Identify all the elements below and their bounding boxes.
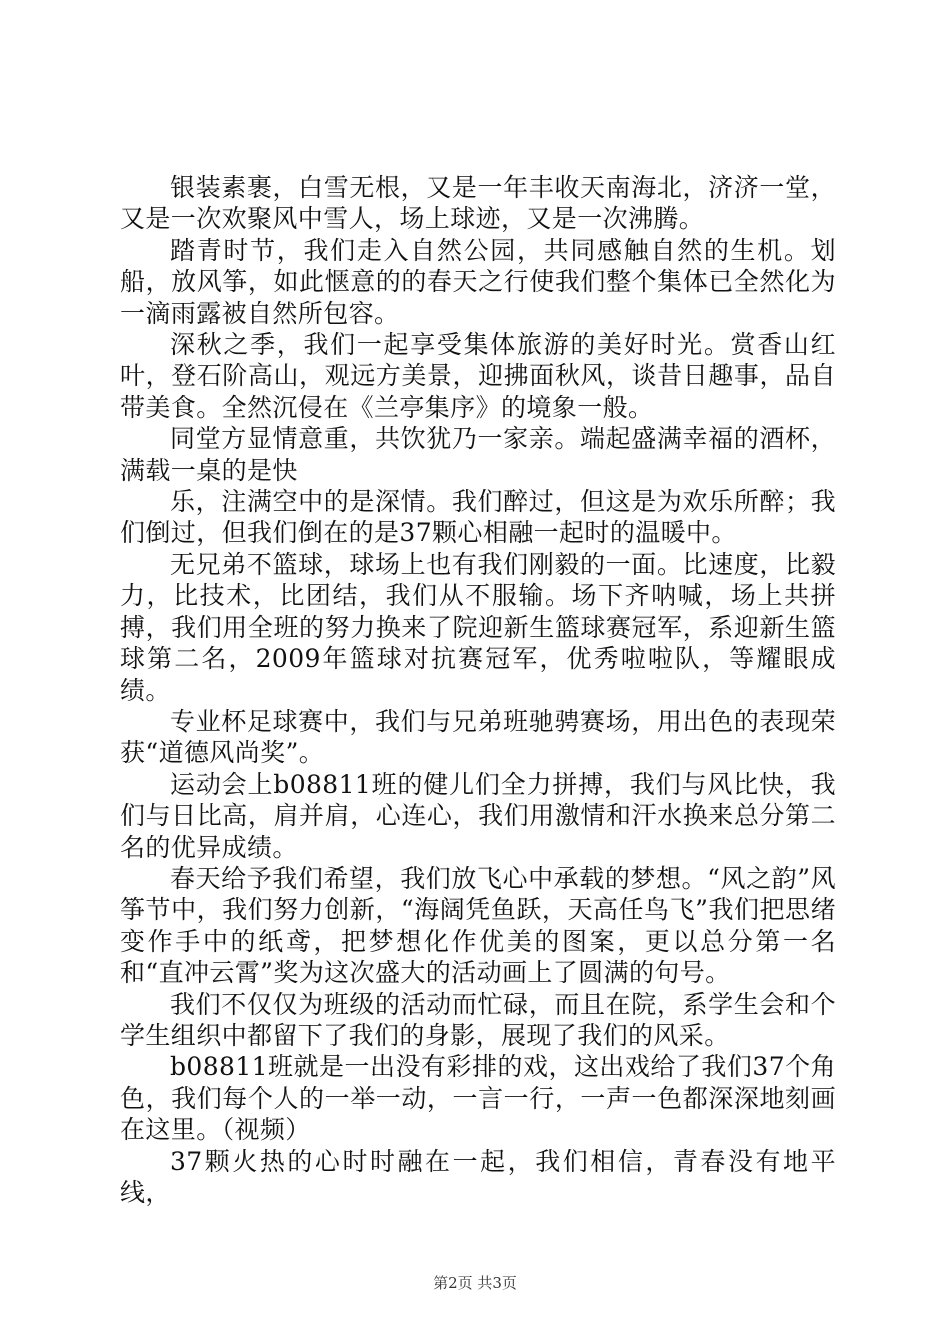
paragraph-5: 乐，注满空中的是深情。我们醉过，但这是为欢乐所醉；我们倒过，但我们倒在的是37颗心相融一起时的温暖中。 xyxy=(120,487,836,548)
paragraph-8: 运动会上b08811班的健儿们全力拼搏，我们与风比快，我们与日比高，肩并肩，心连心，我们用激情和汗水换来总分第二名的优异成绩。 xyxy=(120,769,836,862)
paragraph-4: 同堂方显情意重，共饮犹乃一家亲。端起盛满幸福的酒杯，满载一桌的是快 xyxy=(120,424,836,485)
paragraph-6: 无兄弟不篮球，球场上也有我们刚毅的一面。比速度，比毅力，比技术，比团结，我们从不服输。场下齐呐喊，场上共拼搏，我们用全班的努力换来了院迎新生篮球赛冠军，系迎新生篮球第二名，2009年篮球对抗赛冠军，优秀啦啦队，等耀眼成绩。 xyxy=(120,549,836,705)
document-body xyxy=(120,172,836,1208)
paragraph-12: 37颗火热的心时时融在一起，我们相信，青春没有地平线， xyxy=(120,1146,836,1207)
paragraph-3: 深秋之季，我们一起享受集体旅游的美好时光。赏香山红叶，登石阶高山，观远方美景，迎拂面秋风，谈昔日趣事，品自带美食。全然沉侵在《兰亭集序》的境象一般。 xyxy=(120,330,836,422)
paragraph-7: 专业杯足球赛中，我们与兄弟班驰骋赛场，用出色的表现荣获“道德风尚奖”。 xyxy=(120,706,836,768)
page-number-footer: 第2页 共3页 xyxy=(433,1274,517,1292)
paragraph-9: 春天给予我们希望，我们放飞心中承载的梦想。“风之韵”风筝节中，我们努力创新，“海阔凭鱼跃，天高任鸟飞”我们把思绪变作手中的纸鸢，把梦想化作优美的图案，更以总分第一名和“直冲云霄”奖为这次盛大的活动画上了圆满的句号。 xyxy=(120,863,836,988)
paragraph-11: b08811班就是一出没有彩排的戏，这出戏给了我们37个角色，我们每个人的一举一动，一言一行，一声一色都深深地刻画在这里。（视频） xyxy=(120,1052,836,1145)
paragraph-1: 银装素裹，白雪无根，又是一年丰收天南海北，济济一堂，又是一次欢聚风中雪人，场上球迹，又是一次沸腾。 xyxy=(120,173,836,234)
paragraph-10: 我们不仅仅为班级的活动而忙碌，而且在院，系学生会和个学生组织中都留下了我们的身影，展现了我们的风采。 xyxy=(120,989,836,1050)
paragraph-2: 踏青时节，我们走入自然公园，共同感触自然的生机。划船，放风筝，如此惬意的的春天之行使我们整个集体已全然化为一滴雨露被自然所包容。 xyxy=(120,235,836,328)
